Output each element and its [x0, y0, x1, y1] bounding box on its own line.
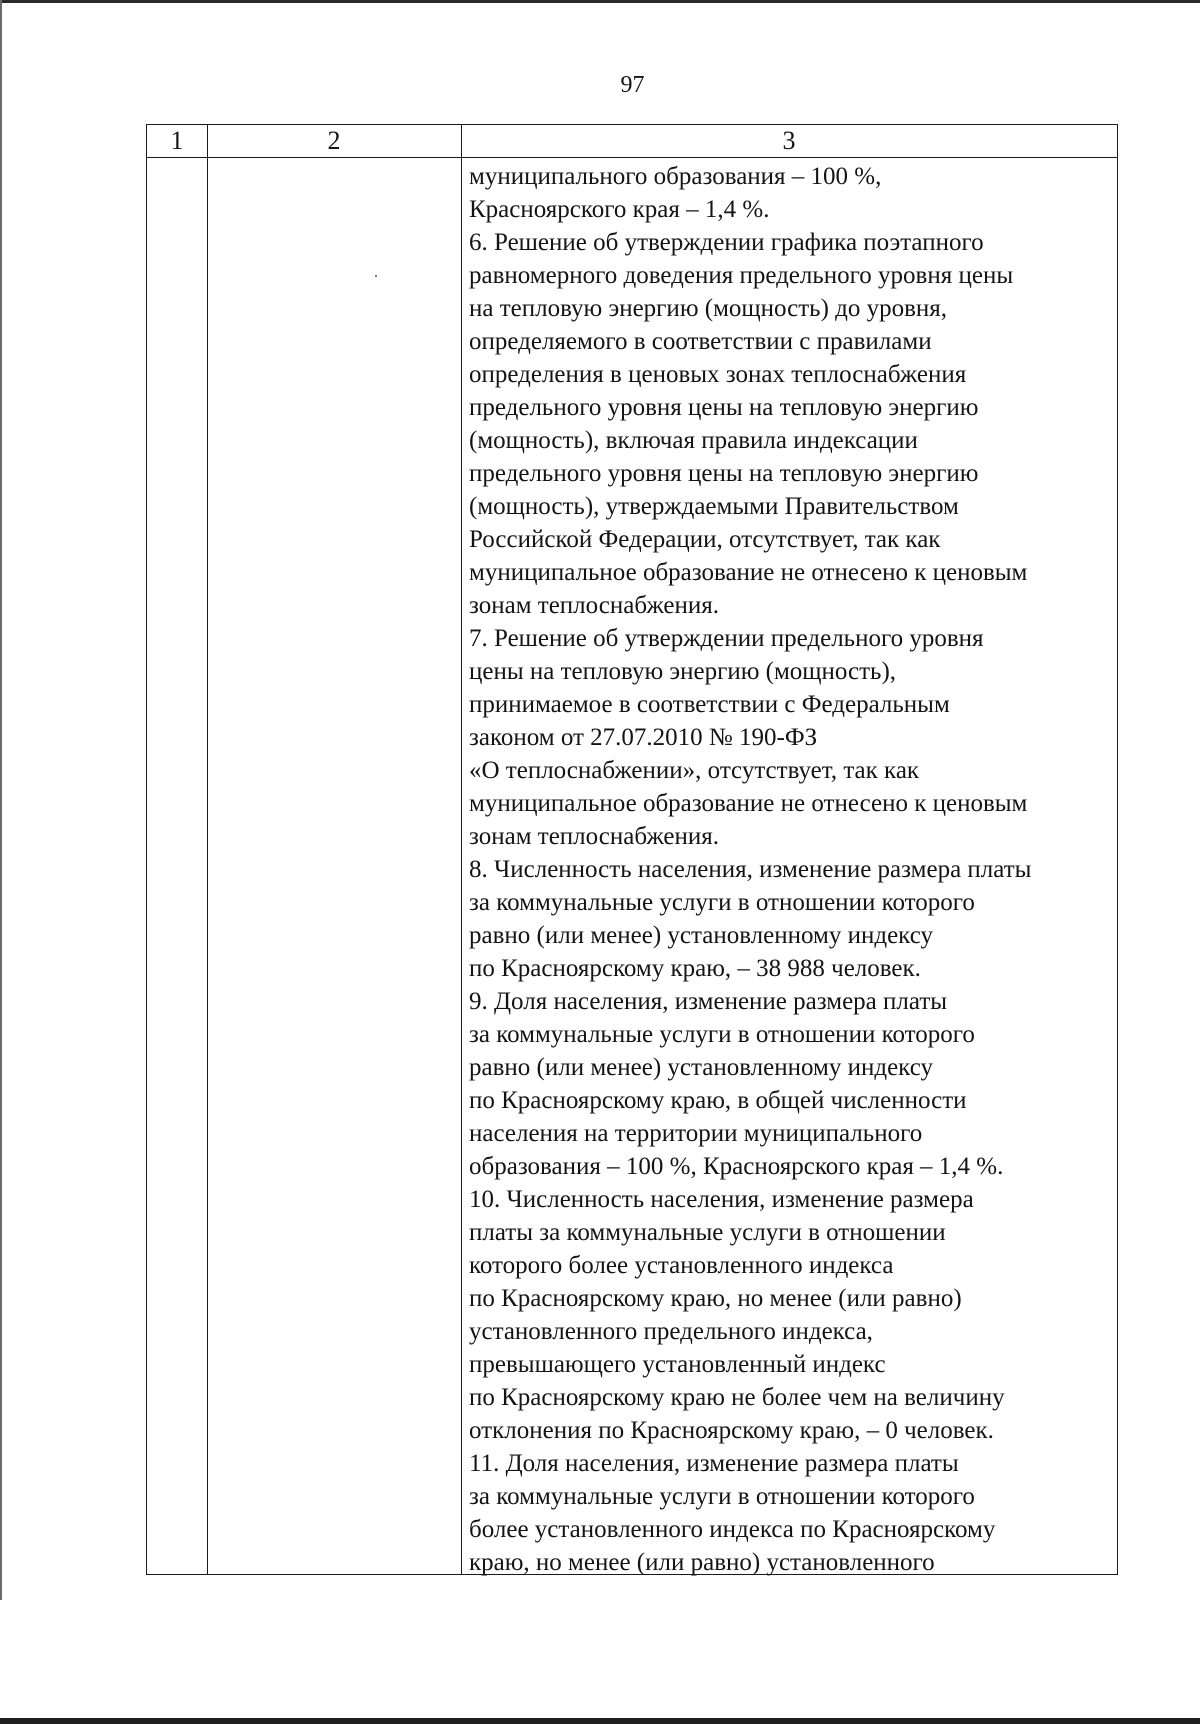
page-number: 97: [620, 72, 645, 98]
text-line: превышающего установленный индекс: [469, 1351, 886, 1378]
text-line: цены на тепловую энергию (мощность),: [469, 658, 897, 685]
text-line: 6. Решение об утверждении графика поэтапного: [469, 229, 984, 256]
text-line: более установленного индекса по Красноярскому: [469, 1516, 996, 1543]
text-line: законом от 27.07.2010 № 190-ФЗ: [469, 724, 818, 751]
text-line: муниципального образования – 100 %,: [469, 163, 882, 190]
text-line: равномерного доведения предельного уровня цены: [469, 262, 1014, 289]
text-line: по Красноярскому краю не более чем на величину: [469, 1384, 1005, 1411]
text-line: равно (или менее) установленному индексу: [469, 922, 933, 949]
text-line: 7. Решение об утверждении предельного уровня: [469, 625, 984, 652]
column-divider-1: [207, 125, 208, 1574]
text-line: населения на территории муниципального: [469, 1120, 923, 1147]
text-line: «О теплоснабжении», отсутствует, так как: [469, 757, 920, 784]
text-line: предельного уровня цены на тепловую энергию: [469, 460, 979, 487]
text-line: предельного уровня цены на тепловую энергию: [469, 394, 979, 421]
document-table: [146, 124, 1118, 1575]
scan-edge-left: [0, 0, 2, 1600]
scan-speck: [375, 275, 377, 277]
text-line: муниципальное образование не отнесено к ценовым: [469, 790, 1028, 817]
header-row-divider: [147, 157, 1117, 158]
text-line: которого более установленного индекса: [469, 1252, 894, 1279]
text-line: Российской Федерации, отсутствует, так как: [469, 526, 941, 553]
text-line: определения в ценовых зонах теплоснабжения: [469, 361, 967, 388]
text-line: отклонения по Красноярскому краю, – 0 человек.: [469, 1417, 994, 1444]
text-line: 9. Доля населения, изменение размера платы: [469, 988, 948, 1015]
text-line: зонам теплоснабжения.: [469, 592, 719, 619]
text-line: (мощность), утверждаемыми Правительством: [469, 493, 959, 520]
text-line: на тепловую энергию (мощность) до уровня,: [469, 295, 948, 322]
text-line: принимаемое в соответствии с Федеральным: [469, 691, 950, 718]
scan-edge-bottom: [0, 1718, 1200, 1724]
column-header-2: 2: [327, 126, 341, 155]
text-line: за коммунальные услуги в отношении которого: [469, 1021, 975, 1048]
column-header-1: 1: [170, 126, 184, 155]
text-line: по Красноярскому краю, – 38 988 человек.: [469, 955, 921, 982]
text-line: за коммунальные услуги в отношении которого: [469, 1483, 975, 1510]
text-line: зонам теплоснабжения.: [469, 823, 719, 850]
text-line: образования – 100 %, Красноярского края – 1,4 %.: [469, 1153, 1004, 1180]
text-line: установленного предельного индекса,: [469, 1318, 873, 1345]
text-line: 10. Численность населения, изменение размера: [469, 1186, 974, 1213]
text-line: равно (или менее) установленному индексу: [469, 1054, 933, 1081]
text-line: по Красноярскому краю, в общей численности: [469, 1087, 967, 1114]
text-line: за коммунальные услуги в отношении которого: [469, 889, 975, 916]
text-line: 8. Численность населения, изменение размера платы: [469, 856, 1032, 883]
column-3-text: [469, 160, 1117, 1579]
text-line: Красноярского края – 1,4 %.: [469, 196, 770, 223]
scan-edge-top: [0, 0, 1200, 3]
text-line: краю, но менее (или равно) установленного: [469, 1549, 935, 1576]
column-divider-2: [461, 125, 462, 1574]
text-line: муниципальное образование не отнесено к ценовым: [469, 559, 1028, 586]
text-line: (мощность), включая правила индексации: [469, 427, 918, 454]
text-line: по Красноярскому краю, но менее (или равно): [469, 1285, 962, 1312]
text-line: платы за коммунальные услуги в отношении: [469, 1219, 946, 1246]
column-header-3: 3: [782, 126, 796, 155]
text-line: определяемого в соответствии с правилами: [469, 328, 932, 355]
text-line: 11. Доля населения, изменение размера платы: [469, 1450, 959, 1477]
